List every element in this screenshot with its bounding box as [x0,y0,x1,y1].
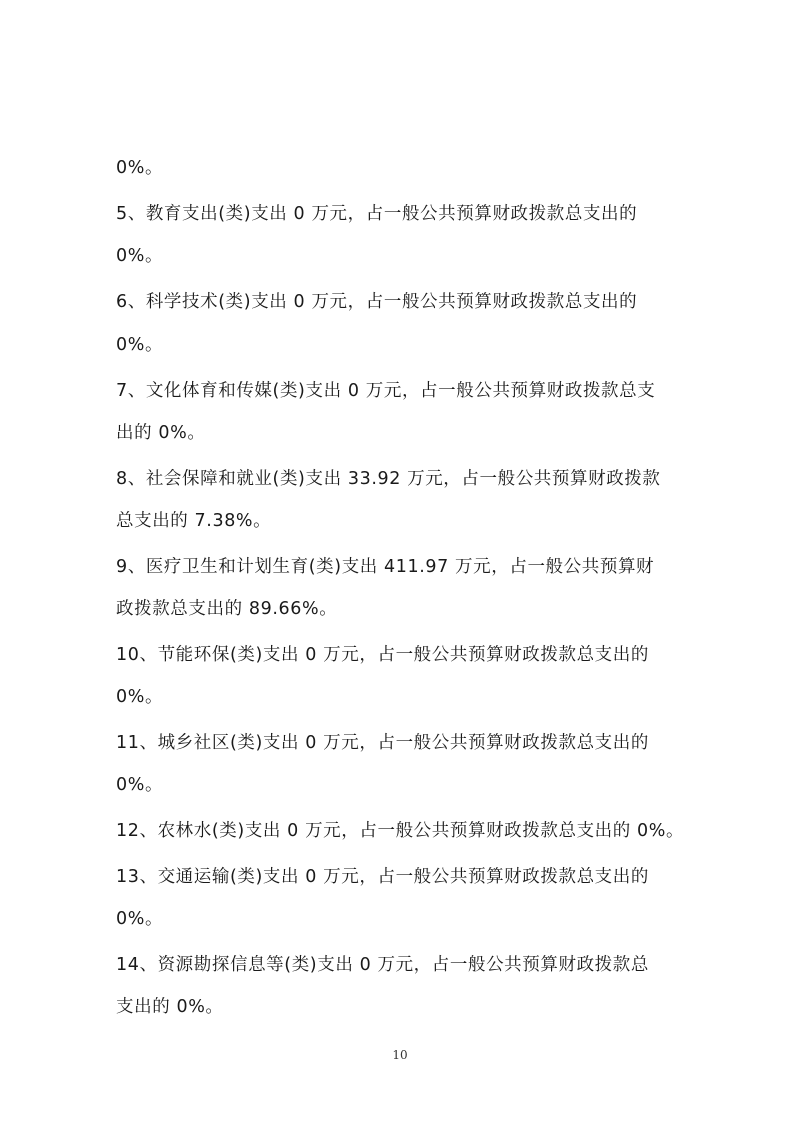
text-line: 政拨款总支出的 89.66%。 [116,599,338,619]
text-line: 14、资源勘探信息等(类)支出 0 万元，占一般公共预算财政拨款总 [116,955,649,975]
text-line: 总支出的 7.38%。 [116,511,272,531]
text-line: 0%。 [116,246,164,266]
text-line: 9、医疗卫生和计划生育(类)支出 411.97 万元，占一般公共预算财 [116,557,655,577]
text-line: 10、节能环保(类)支出 0 万元，占一般公共预算财政拨款总支出的 [116,645,649,665]
text-line: 0%。 [116,909,164,929]
text-line: 0%。 [116,335,164,355]
text-line: 0%。 [116,158,164,178]
text-line: 11、城乡社区(类)支出 0 万元，占一般公共预算财政拨款总支出的 [116,733,649,753]
text-line: 支出的 0%。 [116,997,224,1017]
text-line: 8、社会保障和就业(类)支出 33.92 万元，占一般公共预算财政拨款 [116,469,661,489]
text-line: 7、文化体育和传媒(类)支出 0 万元，占一般公共预算财政拨款总支 [116,381,656,401]
text-line: 13、交通运输(类)支出 0 万元，占一般公共预算财政拨款总支出的 [116,867,649,887]
text-line: 12、农林水(类)支出 0 万元，占一般公共预算财政拨款总支出的 0%。 [116,821,685,841]
text-line: 5、教育支出(类)支出 0 万元，占一般公共预算财政拨款总支出的 [116,204,638,224]
text-line: 出的 0%。 [116,423,206,443]
text-line: 6、科学技术(类)支出 0 万元，占一般公共预算财政拨款总支出的 [116,292,638,312]
text-line: 0%。 [116,775,164,795]
page-number: 10 [392,1048,408,1062]
text-line: 0%。 [116,687,164,707]
